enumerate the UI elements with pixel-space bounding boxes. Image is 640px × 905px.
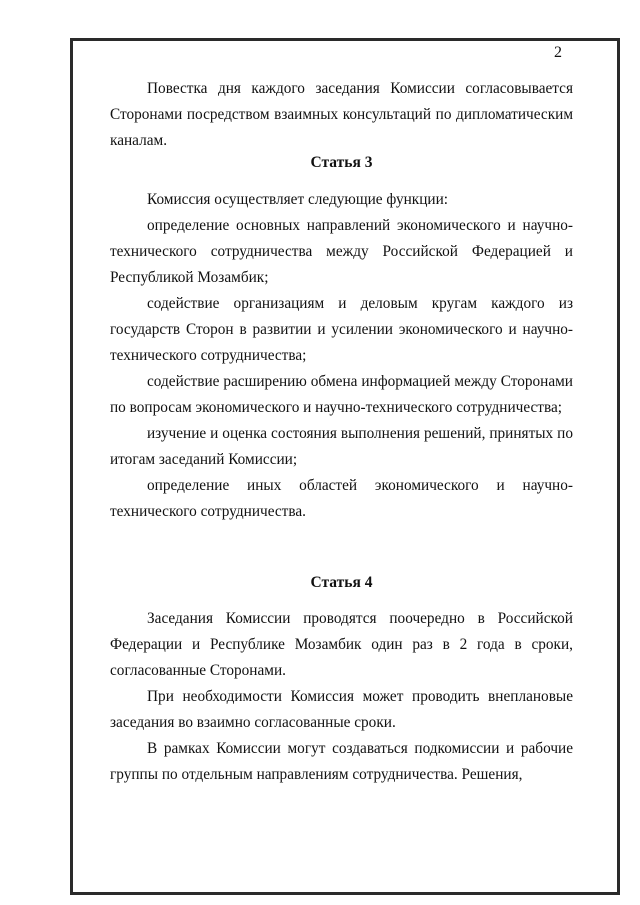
paragraph: определение основных направлений экономического и научно-технического сотрудничества между Российской Федерацией и Республикой Мозамбик;	[110, 217, 573, 286]
paragraph: Заседания Комиссии проводятся поочередно в Российской Федерации и Республике Мозамбик один раз в 2 года в сроки, согласованные Сторонами.	[110, 610, 573, 679]
paragraph: содействие расширению обмена информацией между Сторонами по вопросам экономического и научно-технического сотрудничества;	[110, 373, 573, 416]
paragraph: Комиссия осуществляет следующие функции:	[147, 191, 449, 208]
intro-block	[110, 76, 573, 154]
paragraph: изучение и оценка состояния выполнения решений, принятых по итогам заседаний Комиссии;	[110, 425, 573, 468]
article-3-body	[110, 187, 573, 525]
article-4-body	[110, 606, 573, 788]
article-3-heading: Статья 3	[310, 154, 373, 171]
paragraph: содействие организациям и деловым кругам каждого из государств Сторон в развитии и усилении экономического и научно-технического сотрудничества;	[110, 295, 573, 364]
paragraph: Повестка дня каждого заседания Комиссии согласовывается Сторонами посредством взаимных консультаций по дипломатическим каналам.	[110, 80, 573, 149]
article-4-heading: Статья 4	[310, 574, 373, 591]
paragraph: определение иных областей экономического и научно-технического сотрудничества.	[110, 477, 573, 520]
page-number: 2	[554, 44, 562, 61]
paragraph: При необходимости Комиссия может проводить внеплановые заседания во взаимно согласованные сроки.	[110, 688, 573, 731]
paragraph: В рамках Комиссии могут создаваться подкомиссии и рабочие группы по отдельным направлениям сотрудничества. Решения,	[110, 740, 573, 783]
